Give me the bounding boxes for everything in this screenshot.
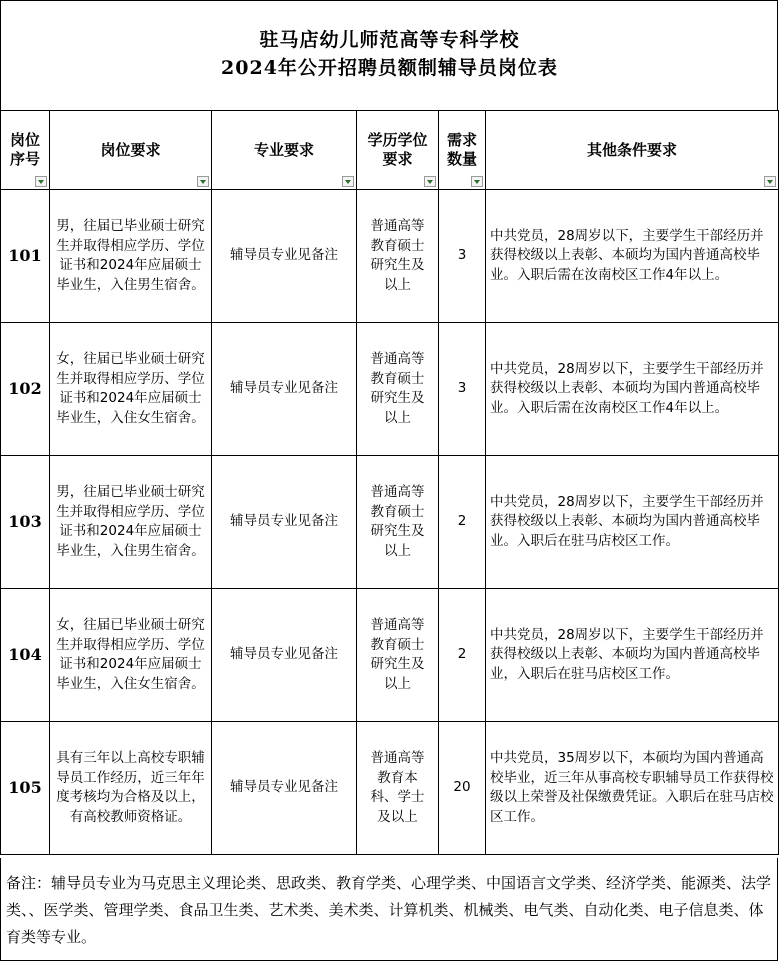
table-row <box>1 323 779 456</box>
cell-seq: 102 <box>1 323 50 456</box>
cell-seq: 101 <box>1 190 50 323</box>
filter-dropdown-icon[interactable] <box>342 176 354 187</box>
table-row <box>1 722 779 855</box>
table-row <box>1 589 779 722</box>
cell-req: 女，往届已毕业硕士研究生并取得相应学历、学位证书和2024年应届硕士毕业生，入住女生宿舍。 <box>50 589 212 722</box>
cell-other: 中共党员，28周岁以下，主要学生干部经历并获得校级以上表彰、本硕均为国内普通高校毕业。入职后需在汝南校区工作4年以上。 <box>486 323 779 456</box>
title-school: 驻马店幼儿师范高等专科学校 <box>259 29 520 51</box>
filter-dropdown-icon[interactable] <box>471 176 483 187</box>
filter-dropdown-icon[interactable] <box>197 176 209 187</box>
cell-seq: 105 <box>1 722 50 855</box>
cell-major: 辅导员专业见备注 <box>212 722 357 855</box>
cell-edu: 普通高等教育硕士研究生及以上 <box>357 456 439 589</box>
document-title <box>0 26 779 82</box>
filter-dropdown-icon[interactable] <box>764 176 776 187</box>
cell-major: 辅导员专业见备注 <box>212 589 357 722</box>
filter-dropdown-icon[interactable] <box>35 176 47 187</box>
cell-edu: 普通高等教育硕士研究生及以上 <box>357 589 439 722</box>
cell-seq: 103 <box>1 456 50 589</box>
cell-req: 具有三年以上高校专职辅导员工作经历，近三年年度考核均为合格及以上，有高校教师资格证。 <box>50 722 212 855</box>
cell-count: 3 <box>439 323 486 456</box>
filter-dropdown-icon[interactable] <box>424 176 436 187</box>
header-edu: 学历学位要求 <box>357 111 439 190</box>
cell-other: 中共党员，28周岁以下，主要学生干部经历并获得校级以上表彰、本硕均为国内普通高校毕业。入职后在驻马店校区工作。 <box>486 456 779 589</box>
cell-other: 中共党员，35周岁以下，本硕均为国内普通高校毕业，近三年从事高校专职辅导员工作获得校级以上荣誉及社保缴费凭证。入职后在驻马店校区工作。 <box>486 722 779 855</box>
cell-edu: 普通高等教育本科、学士及以上 <box>357 722 439 855</box>
header-other: 其他条件要求 <box>486 111 779 190</box>
cell-count: 20 <box>439 722 486 855</box>
header-req: 岗位要求 <box>50 111 212 190</box>
cell-major: 辅导员专业见备注 <box>212 323 357 456</box>
remarks-text: 备注：辅导员专业为马克思主义理论类、思政类、教育学类、心理学类、中国语言文学类、经济学类、能源类、法学类、、医学类、管理学类、食品卫生类、艺术类、美术类、计算机类、机械类、电气类、自动化类、电子信息类、体育类等专业。 <box>6 874 772 946</box>
cell-major: 辅导员专业见备注 <box>212 190 357 323</box>
header-row <box>1 111 779 190</box>
header-seq: 岗位序号 <box>1 111 50 190</box>
header-count: 需求数量 <box>439 111 486 190</box>
positions-table <box>0 110 779 855</box>
remarks-box <box>0 858 778 961</box>
cell-other: 中共党员，28周岁以下，主要学生干部经历并获得校级以上表彰、本硕均为国内普通高校毕业。入职后需在汝南校区工作4年以上。 <box>486 190 779 323</box>
table-row <box>1 456 779 589</box>
cell-edu: 普通高等教育硕士研究生及以上 <box>357 190 439 323</box>
cell-other: 中共党员，28周岁以下，主要学生干部经历并获得校级以上表彰、本硕均为国内普通高校毕业，入职后在驻马店校区工作。 <box>486 589 779 722</box>
table-row <box>1 190 779 323</box>
cell-req: 男，往届已毕业硕士研究生并取得相应学历、学位证书和2024年应届硕士毕业生，入住男生宿舍。 <box>50 456 212 589</box>
cell-seq: 104 <box>1 589 50 722</box>
cell-edu: 普通高等教育硕士研究生及以上 <box>357 323 439 456</box>
cell-req: 女，往届已毕业硕士研究生并取得相应学历、学位证书和2024年应届硕士毕业生，入住女生宿舍。 <box>50 323 212 456</box>
cell-count: 2 <box>439 589 486 722</box>
cell-count: 3 <box>439 190 486 323</box>
header-major: 专业要求 <box>212 111 357 190</box>
cell-count: 2 <box>439 456 486 589</box>
title-table-name: 2024年公开招聘员额制辅导员岗位表 <box>221 57 558 79</box>
cell-major: 辅导员专业见备注 <box>212 456 357 589</box>
cell-req: 男，往届已毕业硕士研究生并取得相应学历、学位证书和2024年应届硕士毕业生，入住男生宿舍。 <box>50 190 212 323</box>
